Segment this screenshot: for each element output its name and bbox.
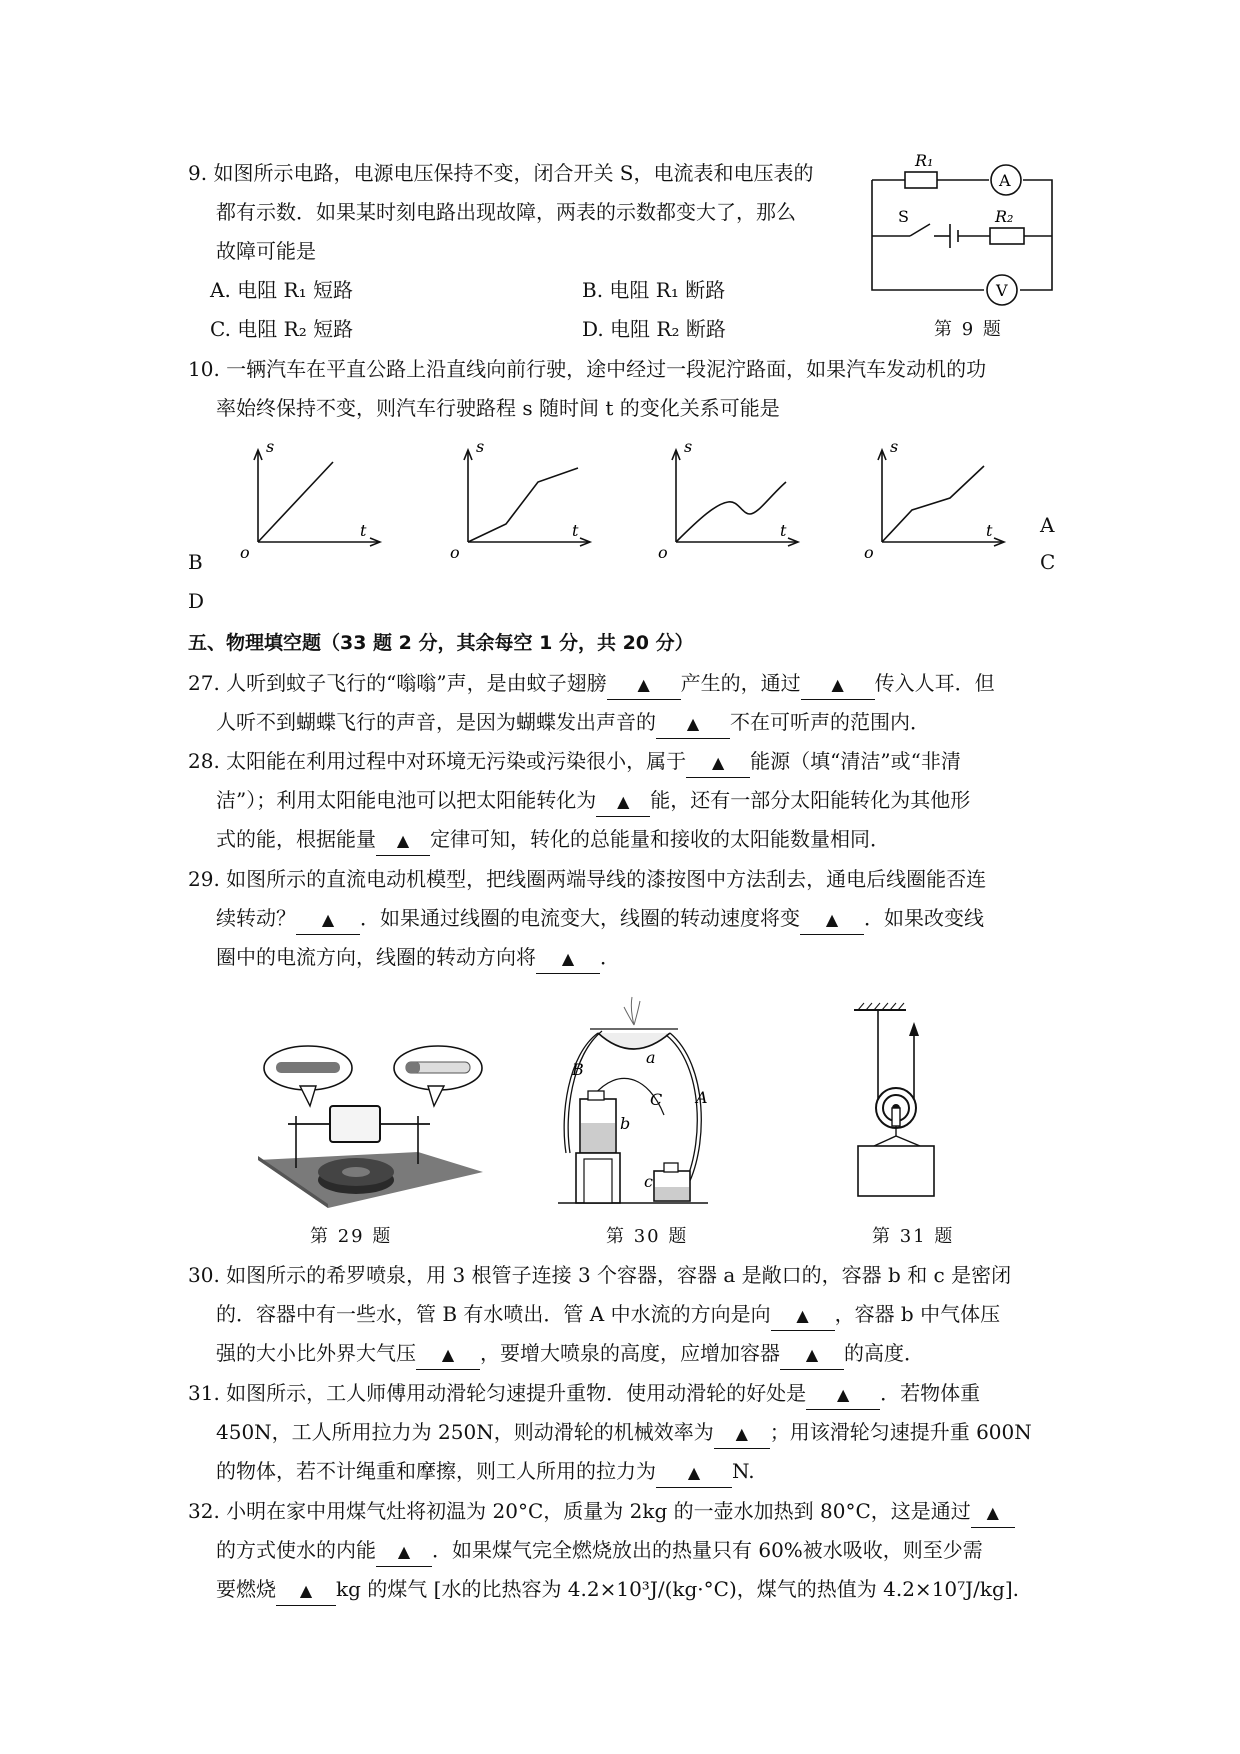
q10-graph-1-origin: o <box>240 543 250 562</box>
blank-mark: ▲ <box>321 910 335 929</box>
q30-text-3: 强的大小比外界大气压 <box>216 1341 416 1365</box>
q27-blank-1[interactable] <box>607 669 681 700</box>
q28-text-5: 式的能，根据能量 <box>216 827 376 851</box>
q9-circuit-diagram <box>860 150 1060 310</box>
q29-line-2 <box>216 899 984 937</box>
fig30-heron-fountain <box>558 995 718 1205</box>
q29-line-1: 29. 如图所示的直流电动机模型，把线圈两端导线的漆按图中方法刮去，通电后线圈能否连 <box>188 867 987 891</box>
q9-ammeter-label: A <box>999 171 1011 190</box>
q32-blank-3[interactable] <box>276 1575 336 1606</box>
q30-text-1: 的．容器中有一些水，管 B 有水喷出．管 A 中水流的方向是向 <box>216 1302 771 1326</box>
blank-mark: ▲ <box>986 1503 999 1522</box>
q30-line-1: 30. 如图所示的希罗喷泉，用 3 根管子连接 3 个容器，容器 a 是敞口的，容器 b 和 c 是密闭 <box>188 1263 1012 1287</box>
fig30-caption: 第 30 题 <box>606 1226 689 1247</box>
q28-line-2 <box>216 781 970 819</box>
q10-graph-1-x-label: t <box>360 521 367 540</box>
blank-mark: ▲ <box>735 1424 748 1443</box>
q10-graph-3-x-label: t <box>780 521 787 540</box>
fig30-label-c: c <box>644 1172 653 1191</box>
q10-option-c[interactable]: C <box>1040 550 1056 574</box>
q10-graph-4-y-label: s <box>890 437 899 456</box>
q31-text-5: 的物体，若不计绳重和摩擦，则工人所用的拉力为 <box>216 1459 656 1483</box>
q9-label-r2: R₂ <box>995 207 1014 226</box>
fig30-label-c-pipe: C <box>650 1090 663 1109</box>
q29-blank-1[interactable] <box>296 904 360 935</box>
q30-blank-1[interactable] <box>771 1300 835 1331</box>
q28-blank-3[interactable] <box>376 825 430 856</box>
q29-text-2: ．如果通过线圈的电流变大，线圈的转动速度将变 <box>360 906 800 930</box>
q27-text-4: 人听不到蝴蝶飞行的声音，是因为蝴蝶发出声音的 <box>216 710 656 734</box>
fig31-movable-pulley <box>850 1000 960 1200</box>
q31-line-2 <box>216 1413 1032 1451</box>
q10-option-b[interactable]: B <box>188 550 203 574</box>
q28-text-3: 洁”）；利用太阳能电池可以把太阳能转化为 <box>216 788 597 812</box>
q10-graph-3 <box>646 432 806 562</box>
q10-line-1: 10. 一辆汽车在平直公路上沿直线向前行驶，途中经过一段泥泞路面，如果汽车发动机的功 <box>188 357 987 381</box>
fig29-caption: 第 29 题 <box>310 1226 393 1247</box>
fig29-motor-model <box>258 1040 488 1208</box>
q9-voltmeter-label: V <box>996 281 1008 300</box>
q32-blank-2[interactable] <box>376 1536 432 1567</box>
q9-option-d[interactable]: D. 电阻 R₂ 断路 <box>582 317 726 341</box>
q31-text-1: 31. 如图所示，工人师傅用动滑轮匀速提升重物．使用动滑轮的好处是 <box>188 1381 807 1405</box>
q9-option-b[interactable]: B. 电阻 R₁ 断路 <box>582 278 726 302</box>
q9-line-1: 9. 如图所示电路，电源电压保持不变，闭合开关 S，电流表和电压表的 <box>188 161 814 185</box>
q28-text-1: 28. 太阳能在利用过程中对环境无污染或污染很小，属于 <box>188 749 687 773</box>
q10-graph-3-origin: o <box>658 543 668 562</box>
q27-text-2: 产生的，通过 <box>680 671 801 695</box>
q32-text-5: kg 的煤气 [水的比热容为 4.2×10³J/(kg·°C)，煤气的热值为 4.2×10⁷J/kg]. <box>336 1577 1019 1601</box>
q10-graph-2-origin: o <box>450 543 460 562</box>
q31-text-6: N. <box>732 1459 755 1483</box>
q28-blank-1[interactable] <box>686 747 750 778</box>
q31-text-4: ；用该滑轮匀速提升重 600N <box>769 1420 1032 1444</box>
q29-blank-3[interactable] <box>536 943 600 974</box>
q28-line-3 <box>216 820 890 858</box>
q28-blank-2[interactable] <box>596 786 650 817</box>
q30-blank-3[interactable] <box>780 1339 844 1370</box>
q32-text-1: 32. 小明在家中用煤气灶将初温为 20°C，质量为 2kg 的一壶水加热到 80°C，这是通过 <box>188 1499 971 1523</box>
q27-blank-3[interactable] <box>656 708 730 739</box>
blank-mark: ▲ <box>397 1542 411 1561</box>
q32-line-2 <box>216 1531 983 1569</box>
q31-line-1 <box>188 1374 980 1412</box>
q29-blank-2[interactable] <box>800 904 864 935</box>
q27-line-2 <box>216 703 930 741</box>
q9-line-2: 都有示数．如果某时刻电路出现故障，两表的示数都变大了，那么 <box>216 200 796 224</box>
blank-mark: ▲ <box>561 949 575 968</box>
fig30-label-a-pipe: A <box>696 1088 708 1107</box>
q29-line-3 <box>216 938 620 976</box>
q30-text-2: ，容器 b 中气体压 <box>834 1302 1001 1326</box>
q27-blank-2[interactable] <box>801 669 875 700</box>
q10-option-d[interactable]: D <box>188 589 205 613</box>
q28-text-2: 能源（填“清洁”或“非清 <box>750 749 961 773</box>
blank-mark: ▲ <box>686 714 700 733</box>
q10-graph-2-y-label: s <box>476 437 485 456</box>
q30-line-3 <box>216 1334 924 1372</box>
q31-blank-2[interactable] <box>714 1418 770 1449</box>
q30-line-2 <box>216 1295 1000 1333</box>
q27-text-3: 传入人耳．但 <box>874 671 995 695</box>
q9-option-c[interactable]: C. 电阻 R₂ 短路 <box>210 317 354 341</box>
q9-label-r1: R₁ <box>915 151 934 170</box>
q10-graph-4-origin: o <box>864 543 874 562</box>
q10-graph-4-x-label: t <box>986 521 993 540</box>
blank-mark: ▲ <box>687 1463 701 1482</box>
blank-mark: ▲ <box>441 1345 455 1364</box>
q10-graph-1-y-label: s <box>266 437 275 456</box>
q27-line-1 <box>188 664 995 702</box>
q28-line-1 <box>188 742 961 780</box>
blank-mark: ▲ <box>805 1345 819 1364</box>
fig30-label-a: a <box>646 1048 656 1067</box>
q32-text-4: 要燃烧 <box>216 1577 276 1601</box>
blank-mark: ▲ <box>617 792 630 811</box>
q9-option-a[interactable]: A. 电阻 R₁ 短路 <box>210 278 353 302</box>
q32-blank-1[interactable] <box>971 1497 1015 1528</box>
q10-graph-3-y-label: s <box>684 437 693 456</box>
q30-text-5: 的高度． <box>844 1341 924 1365</box>
fig31-caption: 第 31 题 <box>872 1226 955 1247</box>
section-5-heading: 五、物理填空题（33 题 2 分，其余每空 1 分，共 20 分） <box>188 632 694 654</box>
q9-line-3: 故障可能是 <box>216 239 316 263</box>
q10-graph-2-x-label: t <box>572 521 579 540</box>
blank-mark: ▲ <box>825 910 839 929</box>
q27-text-5: 不在可听声的范围内． <box>730 710 930 734</box>
q10-graph-4 <box>852 432 1012 562</box>
blank-mark: ▲ <box>837 1385 850 1404</box>
q27-text-1: 27. 人听到蚊子飞行的“嗡嗡”声，是由蚊子翅膀 <box>188 671 607 695</box>
q10-option-a[interactable]: A <box>1040 513 1055 537</box>
q29-text-1: 续转动？ <box>216 906 296 930</box>
q31-text-2: ．若物体重 <box>880 1381 981 1405</box>
q31-blank-1[interactable] <box>806 1379 880 1410</box>
q9-caption: 第 9 题 <box>934 319 1003 340</box>
blank-mark: ▲ <box>796 1306 809 1325</box>
q31-line-3 <box>216 1452 755 1490</box>
q29-text-3: ．如果改变线 <box>864 906 984 930</box>
q32-text-3: ．如果煤气完全燃烧放出的热量只有 60%被水吸收，则至少需 <box>432 1538 983 1562</box>
q10-graph-1 <box>228 432 388 562</box>
q29-text-4: 圈中的电流方向，线圈的转动方向将 <box>216 945 536 969</box>
q32-line-1 <box>188 1492 1015 1530</box>
q32-text-2: 的方式使水的内能 <box>216 1538 376 1562</box>
q30-text-4: ，要增大喷泉的高度，应增加容器 <box>480 1341 780 1365</box>
blank-mark: ▲ <box>396 831 410 850</box>
blank-mark: ▲ <box>831 675 844 694</box>
q9-label-switch: S <box>898 207 909 226</box>
fig30-label-b: b <box>620 1114 631 1133</box>
q10-line-2: 率始终保持不变，则汽车行驶路程 s 随时间 t 的变化关系可能是 <box>216 396 780 420</box>
q30-blank-2[interactable] <box>416 1339 480 1370</box>
q10-graph-2 <box>438 432 598 562</box>
q32-line-3 <box>216 1570 1019 1608</box>
q28-text-6: 定律可知，转化的总能量和接收的太阳能数量相同． <box>430 827 890 851</box>
q31-text-3: 450N，工人所用拉力为 250N，则动滑轮的机械效率为 <box>216 1420 714 1444</box>
blank-mark: ▲ <box>637 675 650 694</box>
q29-text-5: ． <box>600 945 620 969</box>
q28-text-4: 能，还有一部分太阳能转化为其他形 <box>650 788 971 812</box>
blank-mark: ▲ <box>299 1581 313 1600</box>
q31-blank-3[interactable] <box>656 1457 732 1488</box>
blank-mark: ▲ <box>712 753 725 772</box>
fig30-label-b-pipe: B <box>572 1060 584 1079</box>
